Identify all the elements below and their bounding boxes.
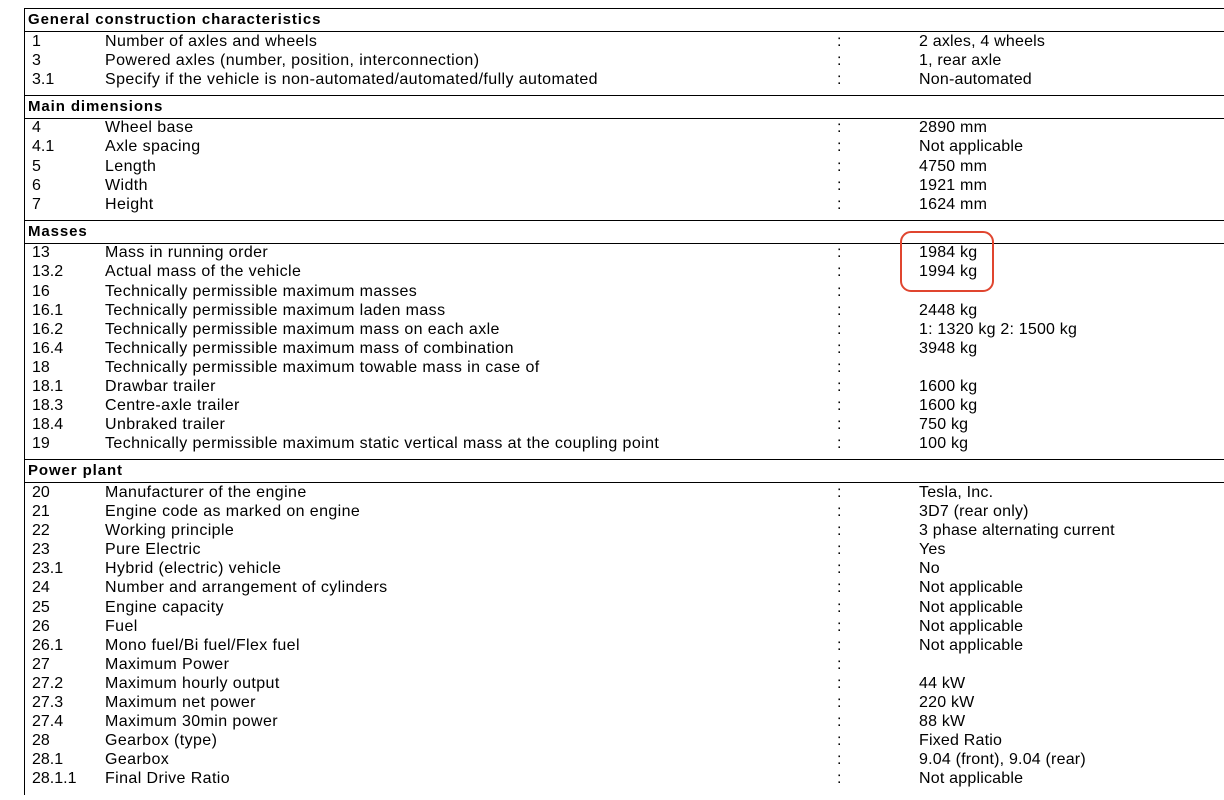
spec-row	[24, 578, 1224, 597]
section-heading: Power plant	[28, 462, 123, 480]
section-left-border	[24, 8, 25, 96]
vehicle-specification-document	[24, 8, 1224, 800]
spec-separator: :	[837, 541, 842, 559]
section-heading: Masses	[28, 222, 88, 240]
spec-separator: :	[837, 138, 842, 156]
spec-separator: :	[837, 655, 842, 673]
spec-number: 27.2	[32, 674, 64, 692]
spec-number: 16.1	[32, 301, 64, 319]
spec-value: Not applicable	[919, 579, 1024, 597]
spec-number: 20	[32, 483, 50, 501]
spec-separator: :	[837, 598, 842, 616]
spec-row	[24, 434, 1224, 453]
spec-separator: :	[837, 358, 842, 376]
spec-number: 4.1	[32, 138, 55, 156]
spec-value: 2890 mm	[919, 119, 988, 137]
spec-value: 4750 mm	[919, 157, 988, 175]
spec-value: 88 kW	[919, 713, 966, 731]
spec-row	[24, 243, 1224, 262]
spec-value: 750 kg	[919, 416, 969, 434]
spec-label: Engine capacity	[105, 598, 224, 616]
spec-row	[24, 502, 1224, 521]
spec-number: 16.4	[32, 339, 64, 357]
spec-number: 18.1	[32, 378, 64, 395]
section-left-border	[24, 220, 25, 461]
spec-separator: :	[837, 694, 842, 711]
spec-value: Not applicable	[919, 617, 1024, 635]
spec-label: Maximum Power	[105, 655, 230, 673]
spec-separator: :	[837, 32, 842, 50]
spec-label: Working principle	[105, 522, 235, 540]
spec-value: 1600 kg	[919, 378, 978, 395]
spec-row	[24, 157, 1224, 176]
spec-value: 3D7 (rear only)	[919, 503, 1029, 520]
section-divider	[24, 220, 1224, 221]
spec-number: 26.1	[32, 636, 64, 654]
spec-value: 44 kW	[919, 674, 966, 692]
spec-number: 28.1.1	[32, 770, 77, 788]
spec-label: Drawbar trailer	[105, 378, 216, 395]
spec-number: 27.4	[32, 713, 64, 731]
spec-number: 16.2	[32, 320, 64, 338]
spec-label: Gearbox (type)	[105, 732, 218, 750]
spec-separator: :	[837, 674, 842, 692]
section-heading: General construction characteristics	[28, 11, 322, 28]
spec-row	[24, 32, 1224, 51]
spec-label: Hybrid (electric) vehicle	[105, 560, 282, 578]
spec-row	[24, 70, 1224, 89]
spec-number: 27	[32, 655, 50, 673]
spec-row	[24, 358, 1224, 377]
spec-number: 26	[32, 617, 50, 635]
spec-row	[24, 339, 1224, 358]
spec-value: 3948 kg	[919, 339, 978, 357]
spec-row	[24, 176, 1224, 195]
spec-label: Powered axles (number, position, interconnection)	[105, 51, 480, 69]
spec-value: Fixed Ratio	[919, 732, 1003, 750]
spec-row	[24, 301, 1224, 320]
spec-separator: :	[837, 522, 842, 540]
spec-separator: :	[837, 176, 842, 194]
spec-value: Not applicable	[919, 636, 1024, 654]
highlight-annotation	[900, 231, 994, 292]
spec-value: 220 kW	[919, 694, 975, 711]
spec-label: Final Drive Ratio	[105, 770, 231, 788]
spec-row	[24, 617, 1224, 636]
spec-number: 13.2	[32, 263, 64, 281]
section-left-border	[24, 95, 25, 221]
spec-separator: :	[837, 195, 842, 213]
spec-number: 18.3	[32, 397, 64, 415]
spec-separator: :	[837, 339, 842, 357]
spec-label: Manufacturer of the engine	[105, 483, 307, 501]
spec-number: 19	[32, 435, 50, 453]
spec-value: Non-automated	[919, 70, 1032, 88]
spec-number: 5	[32, 157, 41, 175]
spec-label: Width	[105, 176, 148, 194]
spec-value: 9.04 (front), 9.04 (rear)	[919, 751, 1086, 769]
spec-row	[24, 118, 1224, 137]
spec-value: 1: 1320 kg 2: 1500 kg	[919, 320, 1078, 338]
spec-number: 6	[32, 176, 41, 194]
spec-row	[24, 769, 1224, 788]
spec-separator: :	[837, 282, 842, 300]
spec-label: Height	[105, 195, 154, 213]
spec-number: 1	[32, 32, 41, 50]
spec-separator: :	[837, 416, 842, 434]
spec-label: Length	[105, 157, 157, 175]
spec-number: 4	[32, 119, 41, 137]
spec-row	[24, 655, 1224, 674]
spec-label: Technically permissible maximum towable mass in case of	[105, 358, 540, 376]
spec-row	[24, 377, 1224, 396]
spec-number: 25	[32, 598, 50, 616]
spec-separator: :	[837, 713, 842, 731]
spec-separator: :	[837, 378, 842, 395]
spec-label: Maximum 30min power	[105, 713, 278, 731]
spec-separator: :	[837, 244, 842, 262]
spec-value: 3 phase alternating current	[919, 522, 1115, 540]
spec-number: 18.4	[32, 416, 64, 434]
spec-number: 22	[32, 522, 50, 540]
spec-separator: :	[837, 636, 842, 654]
spec-row	[24, 674, 1224, 693]
spec-value: 1624 mm	[919, 195, 988, 213]
spec-number: 23	[32, 541, 50, 559]
spec-value: 2 axles, 4 wheels	[919, 32, 1046, 50]
spec-number: 16	[32, 282, 50, 300]
spec-label: Technically permissible maximum mass of combination	[105, 339, 514, 357]
spec-label: Engine code as marked on engine	[105, 503, 361, 520]
spec-row	[24, 320, 1224, 339]
spec-label: Technically permissible maximum masses	[105, 282, 418, 300]
spec-row	[24, 51, 1224, 70]
spec-number: 3.1	[32, 70, 55, 88]
spec-number: 3	[32, 51, 41, 69]
spec-row	[24, 282, 1224, 301]
spec-number: 24	[32, 579, 50, 597]
spec-separator: :	[837, 320, 842, 338]
spec-value: 2448 kg	[919, 301, 978, 319]
section-heading: Main dimensions	[28, 97, 164, 115]
spec-label: Centre-axle trailer	[105, 397, 240, 415]
spec-separator: :	[837, 560, 842, 578]
spec-value: Not applicable	[919, 598, 1024, 616]
spec-number: 18	[32, 358, 50, 376]
spec-label: Technically permissible maximum static vertical mass at the coupling point	[105, 435, 660, 453]
spec-row	[24, 540, 1224, 559]
spec-separator: :	[837, 397, 842, 415]
spec-label: Gearbox	[105, 751, 170, 769]
spec-separator: :	[837, 483, 842, 501]
spec-number: 7	[32, 195, 41, 213]
spec-label: Pure Electric	[105, 541, 201, 559]
spec-separator: :	[837, 579, 842, 597]
spec-row	[24, 559, 1224, 578]
spec-label: Specify if the vehicle is non-automated/automated/fully automated	[105, 70, 598, 88]
spec-row	[24, 750, 1224, 769]
spec-separator: :	[837, 157, 842, 175]
section-divider	[24, 459, 1224, 460]
spec-separator: :	[837, 503, 842, 520]
spec-value: Not applicable	[919, 138, 1024, 156]
spec-separator: :	[837, 617, 842, 635]
spec-separator: :	[837, 301, 842, 319]
section-divider	[24, 8, 1224, 9]
spec-label: Maximum net power	[105, 694, 256, 711]
spec-value: Not applicable	[919, 770, 1024, 788]
spec-row	[24, 693, 1224, 712]
spec-number: 21	[32, 503, 50, 520]
spec-separator: :	[837, 263, 842, 281]
spec-value: Yes	[919, 541, 946, 559]
spec-label: Axle spacing	[105, 138, 201, 156]
spec-separator: :	[837, 435, 842, 453]
spec-label: Number and arrangement of cylinders	[105, 579, 388, 597]
spec-row	[24, 636, 1224, 655]
spec-number: 13	[32, 244, 50, 262]
spec-value: 100 kg	[919, 435, 969, 453]
spec-number: 28.1	[32, 751, 64, 769]
spec-value: Tesla, Inc.	[919, 483, 994, 501]
spec-value: 1921 mm	[919, 176, 988, 194]
spec-label: Actual mass of the vehicle	[105, 263, 302, 281]
spec-number: 23.1	[32, 560, 64, 578]
spec-separator: :	[837, 119, 842, 137]
spec-separator: :	[837, 751, 842, 769]
spec-value: No	[919, 560, 940, 578]
spec-row	[24, 521, 1224, 540]
spec-label: Fuel	[105, 617, 138, 635]
spec-label: Number of axles and wheels	[105, 32, 318, 50]
spec-value: 1994 kg	[919, 263, 978, 281]
spec-number: 27.3	[32, 694, 64, 711]
spec-label: Maximum hourly output	[105, 674, 280, 692]
spec-separator: :	[837, 732, 842, 750]
spec-row	[24, 262, 1224, 281]
spec-label: Technically permissible maximum laden mass	[105, 301, 446, 319]
spec-separator: :	[837, 70, 842, 88]
spec-label: Mass in running order	[105, 244, 269, 262]
spec-number: 28	[32, 732, 50, 750]
spec-label: Technically permissible maximum mass on each axle	[105, 320, 500, 338]
spec-label: Mono fuel/Bi fuel/Flex fuel	[105, 636, 300, 654]
spec-label: Unbraked trailer	[105, 416, 226, 434]
spec-separator: :	[837, 770, 842, 788]
section-divider	[24, 95, 1224, 96]
spec-row	[24, 483, 1224, 502]
spec-row	[24, 598, 1224, 617]
section-left-border	[24, 459, 25, 795]
spec-row	[24, 712, 1224, 731]
spec-row	[24, 195, 1224, 214]
spec-row	[24, 731, 1224, 750]
spec-row	[24, 396, 1224, 415]
spec-row	[24, 137, 1224, 156]
spec-value: 1, rear axle	[919, 51, 1002, 69]
spec-row	[24, 415, 1224, 434]
spec-value: 1600 kg	[919, 397, 978, 415]
spec-separator: :	[837, 51, 842, 69]
spec-value: 1984 kg	[919, 244, 978, 262]
spec-label: Wheel base	[105, 119, 194, 137]
